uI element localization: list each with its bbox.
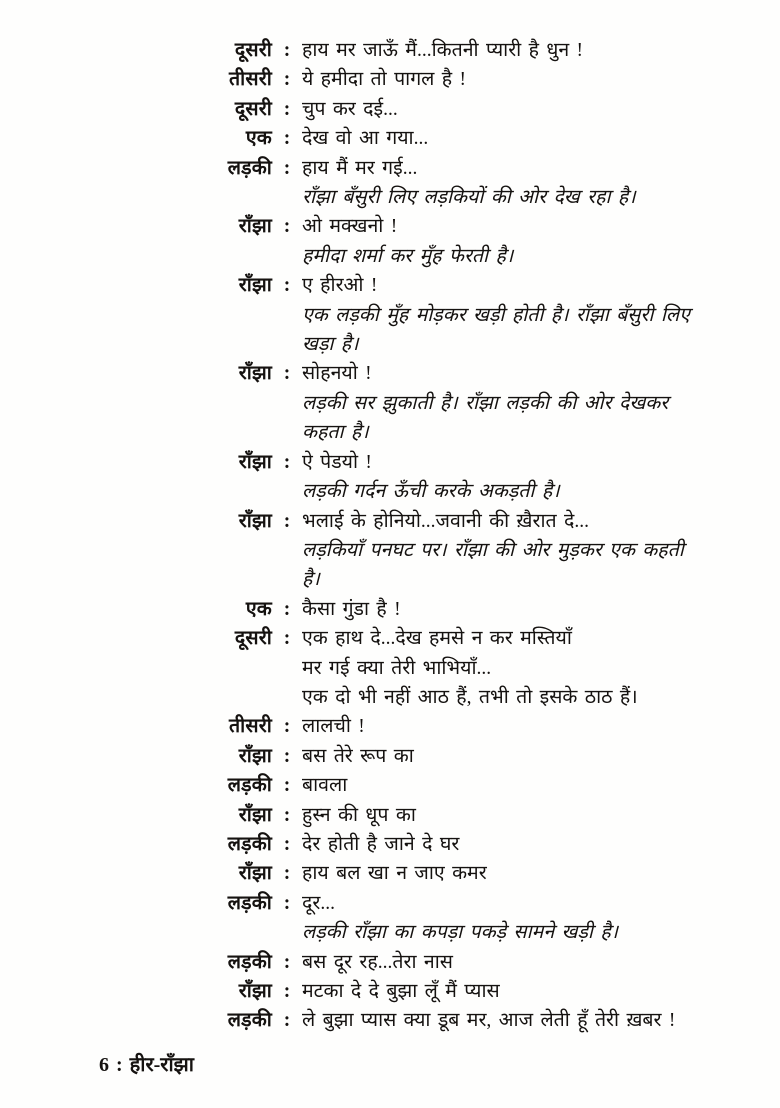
speaker-name: दूसरी — [234, 628, 272, 650]
speaker-colon: : — [283, 510, 291, 532]
script-line — [0, 477, 780, 506]
line-text: ए हीरओ ! — [302, 275, 378, 297]
line-text: कहता है। — [302, 422, 369, 444]
speaker-colon: : — [283, 275, 291, 297]
line-text: एक दो भी नहीं आठ हैं, तभी तो इसके ठाठ हैं। — [302, 686, 638, 708]
speaker-colon: : — [283, 628, 291, 650]
line-text: हाय बल खा न जाए कमर — [302, 863, 487, 885]
script-line — [0, 95, 780, 124]
script-line — [0, 771, 780, 800]
speaker-name: तीसरी — [229, 69, 272, 91]
speaker-name: दूसरी — [234, 40, 272, 61]
script-line — [0, 683, 780, 712]
speaker-colon: : — [283, 216, 291, 238]
speaker-colon: : — [283, 451, 291, 473]
line-text: राँझा बँसुरी लिए लड़कियों की ओर देख रहा है। — [302, 187, 636, 209]
script-line — [0, 889, 780, 918]
script-line — [0, 212, 780, 241]
line-text: लड़की गर्दन ऊँची करके अकड़ती है। — [302, 481, 560, 503]
script-line — [0, 124, 780, 153]
speaker-colon: : — [283, 157, 291, 179]
line-text: खड़ा है। — [302, 334, 359, 356]
speaker-colon: : — [283, 716, 291, 738]
script-line — [0, 418, 780, 447]
line-text: देर होती है जाने दे घर — [302, 833, 460, 855]
speaker-name: राँझा — [238, 510, 272, 532]
speaker-colon: : — [283, 892, 291, 914]
speaker-colon: : — [283, 1010, 291, 1032]
speaker-name: लड़की — [227, 157, 272, 179]
script-line — [0, 301, 780, 330]
script-line — [0, 36, 780, 65]
line-text: है। — [302, 569, 320, 591]
speaker-name: राँझा — [238, 745, 272, 767]
line-text: लड़कियाँ पनघट पर। राँझा की ओर मुड़कर एक कहती — [302, 539, 684, 561]
script-lines — [0, 36, 780, 1036]
script-line — [0, 154, 780, 183]
speaker-name: एक — [245, 598, 272, 620]
line-text: भलाई के होनियो...जवानी की ख़ैरात दे... — [302, 510, 590, 532]
speaker-colon: : — [283, 69, 291, 91]
script-line — [0, 712, 780, 741]
speaker-colon: : — [283, 598, 291, 620]
line-text: ये हमीदा तो पागल है ! — [302, 69, 466, 91]
script-line — [0, 565, 780, 594]
speaker-name: दूसरी — [234, 98, 272, 120]
script-line — [0, 742, 780, 771]
line-text: दूर... — [302, 892, 335, 914]
script-line — [0, 507, 780, 536]
speaker-name: लड़की — [227, 833, 272, 855]
speaker-colon: : — [283, 98, 291, 120]
line-text: लड़की सर झुकाती है। राँझा लड़की की ओर देखकर — [302, 392, 669, 414]
script-line — [0, 536, 780, 565]
script-line — [0, 595, 780, 624]
script-line — [0, 977, 780, 1006]
line-text: बस दूर रह...तेरा नास — [302, 951, 453, 973]
script-line — [0, 65, 780, 94]
speaker-name: लड़की — [227, 1010, 272, 1032]
line-text: मटका दे दे बुझा लूँ मैं प्यास — [302, 981, 500, 1002]
line-text: हमीदा शर्मा कर मुँह फेरती है। — [302, 245, 514, 267]
script-line — [0, 242, 780, 271]
script-line — [0, 359, 780, 388]
script-line — [0, 948, 780, 977]
line-text: लड़की राँझा का कपड़ा पकड़े सामने खड़ी है। — [302, 922, 619, 944]
line-text: सोहनयो ! — [302, 363, 372, 385]
speaker-colon: : — [283, 745, 291, 767]
speaker-name: राँझा — [238, 363, 272, 385]
speaker-colon: : — [283, 804, 291, 826]
speaker-name: राँझा — [238, 804, 272, 826]
script-line — [0, 801, 780, 830]
speaker-colon: : — [283, 363, 291, 385]
line-text: हाय मर जाऊँ मैं...कितनी प्यारी है धुन ! — [302, 40, 584, 61]
script-line — [0, 654, 780, 683]
speaker-name: लड़की — [227, 951, 272, 973]
line-text: ओ मक्खनो ! — [302, 216, 398, 238]
line-text: ले बुझा प्यास क्या डूब मर, आज लेती हूँ तेरी ख़बर ! — [302, 1010, 676, 1032]
line-text: बावला — [302, 775, 348, 797]
script-line — [0, 830, 780, 859]
speaker-colon: : — [283, 863, 291, 885]
line-text: बस तेरे रूप का — [302, 745, 414, 767]
script-line — [0, 389, 780, 418]
speaker-name: राँझा — [238, 275, 272, 297]
speaker-name: लड़की — [227, 775, 272, 797]
speaker-colon: : — [283, 775, 291, 797]
speaker-name: राँझा — [238, 216, 272, 238]
speaker-name: एक — [245, 128, 272, 150]
speaker-name: राँझा — [238, 451, 272, 473]
speaker-name: तीसरी — [229, 716, 272, 738]
script-line — [0, 183, 780, 212]
speaker-name: लड़की — [227, 892, 272, 914]
speaker-name: राँझा — [238, 981, 272, 1002]
script-line — [0, 330, 780, 359]
script-line — [0, 448, 780, 477]
line-text: हुस्न की धूप का — [302, 804, 416, 826]
page-footer: 6 : हीर-राँझा — [99, 1054, 194, 1076]
script-line — [0, 918, 780, 947]
speaker-colon: : — [283, 40, 291, 61]
script-line — [0, 859, 780, 888]
line-text: चुप कर दई... — [302, 98, 398, 120]
line-text: ऐ पेडयो ! — [302, 451, 372, 473]
line-text: कैसा गुंडा है ! — [302, 598, 401, 620]
script-line — [0, 624, 780, 653]
speaker-name: राँझा — [238, 863, 272, 885]
speaker-colon: : — [283, 833, 291, 855]
speaker-colon: : — [283, 981, 291, 1002]
line-text: मर गई क्या तेरी भाभियाँ... — [302, 657, 492, 679]
line-text: एक हाथ दे...देख हमसे न कर मस्तियाँ — [302, 628, 572, 650]
line-text: लालची ! — [302, 716, 365, 738]
line-text: हाय मैं मर गई... — [302, 157, 418, 179]
line-text: एक लड़की मुँह मोड़कर खड़ी होती है। राँझा बँसुरी लिए — [302, 304, 690, 326]
script-line — [0, 271, 780, 300]
speaker-colon: : — [283, 951, 291, 973]
line-text: देख वो आ गया... — [302, 128, 429, 150]
speaker-colon: : — [283, 128, 291, 150]
script-line — [0, 1006, 780, 1035]
